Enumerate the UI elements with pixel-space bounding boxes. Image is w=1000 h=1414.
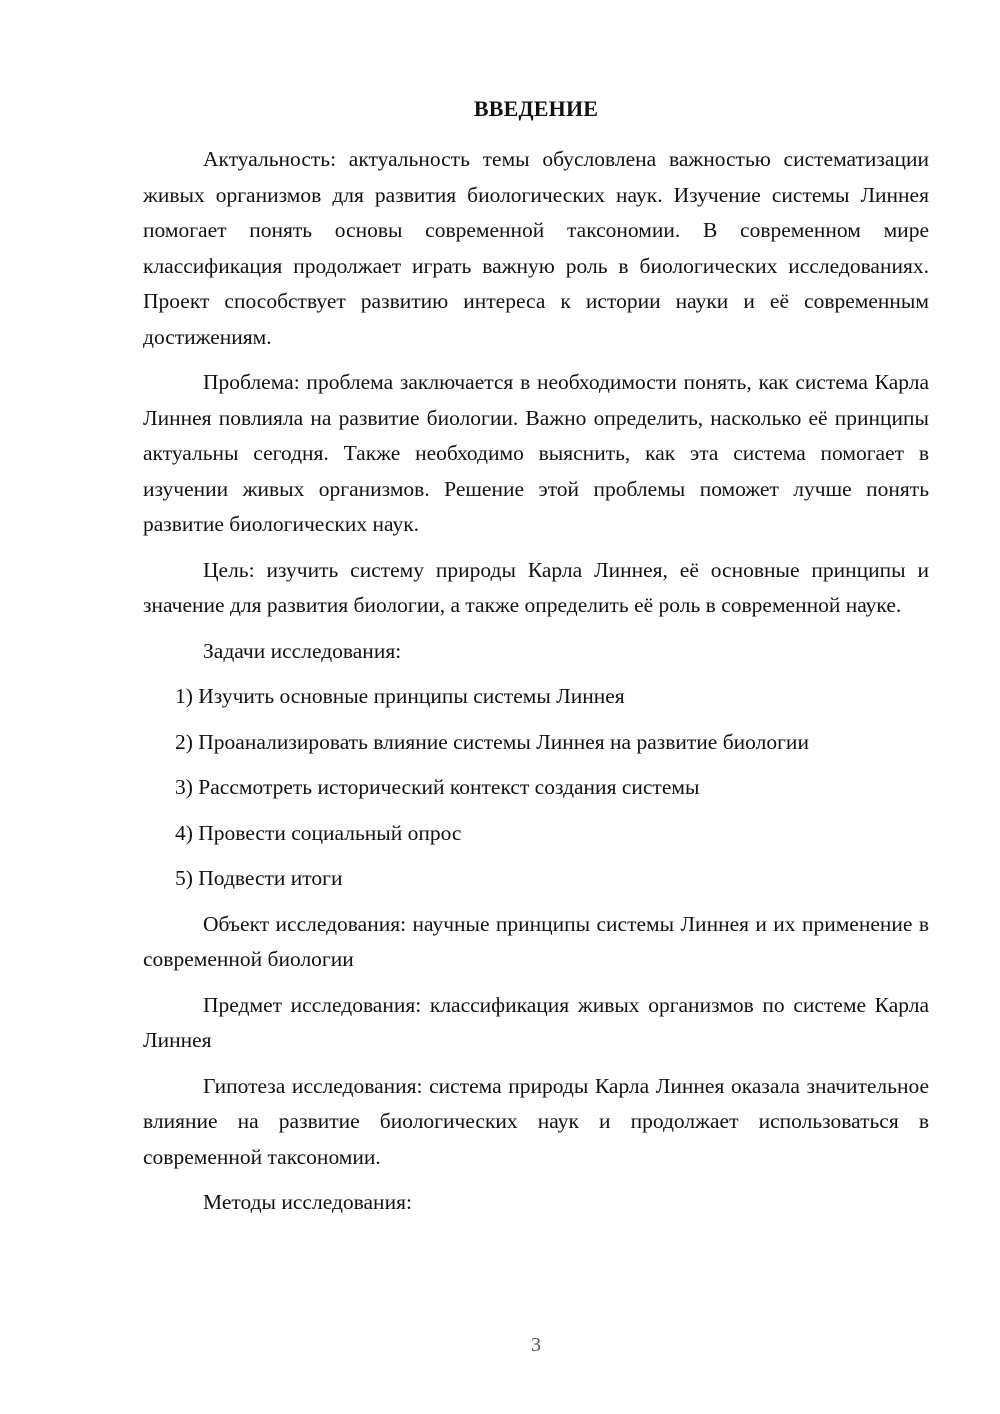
subject-paragraph: Предмет исследования: классификация живых организмов по системе Карла Линнея	[143, 992, 929, 1052]
relevance-paragraph: Актуальность: актуальность темы обусловлена важностью систематизации живых организмов для развития биологических наук. Изучение системы Линнея помогает понять основы современной таксономии. В современном мире классификация продолжает играть важную роль в биологических исследованиях. Проект способствует развитию интереса к истории науки и её современным достижениям.	[143, 147, 929, 349]
problem-paragraph: Проблема: проблема заключается в необходимости понять, как система Карла Линнея повлияла на развитие биологии. Важно определить, насколько её принципы актуальны сегодня. Также необходимо выяснить, как эта система помогает в изучении живых организмов. Решение этой проблемы поможет лучше понять развитие биологических наук.	[143, 370, 929, 536]
object-paragraph: Объект исследования: научные принципы системы Линнея и их применение в современной биологии	[143, 911, 929, 971]
goal-paragraph: Цель: изучить систему природы Карла Линнея, её основные принципы и значение для развития биологии, а также определить её роль в современной науке.	[143, 557, 929, 617]
page-title: ВВЕДЕНИЕ	[473, 96, 599, 121]
list-item: 5) Подвести итоги	[175, 866, 343, 890]
methods-heading: Методы исследования:	[203, 1190, 412, 1214]
document-body	[143, 142, 929, 1231]
list-item: 4) Провести социальный опрос	[175, 820, 462, 845]
hypothesis-paragraph: Гипотеза исследования: система природы Карла Линнея оказала значительное влияние на развитие биологических наук и продолжает использоваться в современной таксономии.	[143, 1073, 929, 1169]
tasks-list	[143, 679, 929, 897]
list-item: 2) Проанализировать влияние системы Линнея на развитие биологии	[175, 729, 809, 754]
page-number: 3	[531, 1334, 541, 1356]
list-item: 3) Рассмотреть исторический контекст создания системы	[175, 775, 700, 799]
tasks-heading: Задачи исследования:	[203, 638, 402, 663]
list-item: 1) Изучить основные принципы системы Линнея	[175, 684, 625, 708]
